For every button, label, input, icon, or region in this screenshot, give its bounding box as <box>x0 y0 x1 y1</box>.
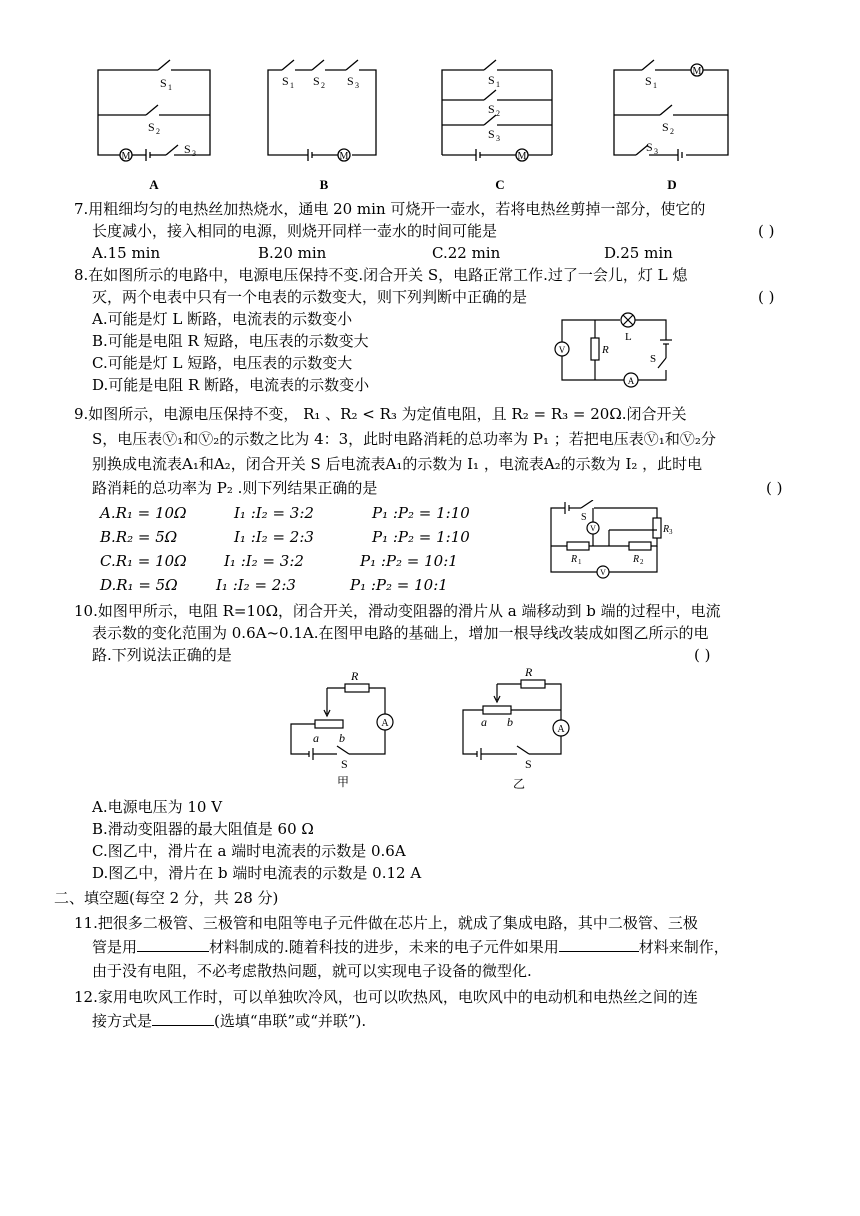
resistor1-sub: 1 <box>578 558 582 566</box>
figure-label-yi: 乙 <box>513 777 526 790</box>
ammeter-label-yi: A <box>557 724 565 735</box>
q10-circuit-figure <box>285 664 595 790</box>
q9-option-b-p: P₁ :P₂ = 1:10 <box>372 528 470 546</box>
slider-end-b-yi: b <box>507 715 513 729</box>
q10-option-a: A.电源电压为 10 V <box>92 798 223 816</box>
voltmeter-label: V <box>558 345 566 355</box>
switch-label-yi: S <box>525 757 532 771</box>
resistor2-sub: 2 <box>640 558 644 566</box>
q8-option-d: D.可能是电阻 R 断路，电流表的示数变小 <box>92 376 370 394</box>
q8-circuit-figure <box>548 312 678 388</box>
ammeter-label-jia: A <box>381 718 389 729</box>
switch-label: S <box>160 76 167 90</box>
switch-sub: 1 <box>290 81 294 90</box>
switch-label: S <box>646 140 653 154</box>
q12-line2-part2: (选填“串联”或“并联”). <box>214 1012 367 1030</box>
switch-label: S <box>347 74 354 88</box>
q8-option-a: A.可能是灯 L 断路，电流表的示数变小 <box>92 310 353 328</box>
switch-sub: 1 <box>168 83 172 92</box>
q11-line2-part2: 材料制成的.随着科技的进步，未来的电子元件如果用 <box>209 938 559 956</box>
resistor3-sub: 3 <box>669 528 673 536</box>
q12-line1: 12.家用电吹风工作时，可以单独吹冷风，也可以吹热风，电吹风中的电动机和电热丝之间的连 <box>74 988 698 1006</box>
switch-label: S <box>581 512 587 523</box>
switch-label: S <box>313 74 320 88</box>
q7-option-b: B.20 min <box>258 244 327 262</box>
q8-stem-line2: 灭，两个电表中只有一个电表的示数变大，则下列判断中正确的是 <box>92 288 528 306</box>
circuit-a <box>98 60 210 161</box>
switch-sub: 2 <box>321 81 325 90</box>
q10-option-b: B.滑动变阻器的最大阻值是 60 Ω <box>92 820 314 838</box>
circuit-d <box>614 60 728 161</box>
switch-label: S <box>488 102 495 116</box>
q10-stem-line3: 路.下列说法正确的是 <box>92 646 232 664</box>
q9-option-c-r: C.R₁ = 10Ω <box>100 552 187 570</box>
option-label-d: D <box>667 177 677 192</box>
q9-option-b-i: I₁ :I₂ = 2:3 <box>234 528 314 546</box>
switch-label: S <box>488 127 495 141</box>
q7-answer-paren: ( ) <box>758 222 775 240</box>
switch-label: S <box>650 353 657 365</box>
switch-label-jia: S <box>341 757 348 771</box>
q9-option-c-p: P₁ :P₂ = 10:1 <box>360 552 458 570</box>
switch-sub: 2 <box>496 109 500 118</box>
q12-line2-part1: 接方式是 <box>92 1012 153 1030</box>
resistor-label-jia: R <box>351 669 359 683</box>
motor-label-b: M <box>339 151 349 162</box>
resistor-label: R <box>602 344 609 356</box>
switch-label: S <box>184 142 191 156</box>
q9-option-a-i: I₁ :I₂ = 3:2 <box>234 504 314 522</box>
q7-option-d: D.25 min <box>604 244 673 262</box>
q9-option-c-i: I₁ :I₂ = 3:2 <box>224 552 304 570</box>
figure-label-jia: 甲 <box>337 775 350 789</box>
q11-line2-part3: 材料来制作， <box>638 938 729 956</box>
slider-end-a-jia: a <box>313 731 319 745</box>
q12-blank-1[interactable] <box>152 1011 214 1026</box>
switch-sub: 1 <box>653 81 657 90</box>
q7-option-c: C.22 min <box>432 244 501 262</box>
q8-answer-paren: ( ) <box>758 288 775 306</box>
lamp-label: L <box>625 331 632 343</box>
q11-line2 <box>92 936 729 958</box>
q11-line2-part1: 管是用 <box>92 938 138 956</box>
switch-sub: 3 <box>496 134 500 143</box>
q10-stem-line2: 表示数的变化范围为 0.6A~0.1A.在图甲电路的基础上，增加一根导线改装成如图乙所示的电 <box>92 624 709 642</box>
q8-stem-line1: 8.在如图所示的电路中，电源电压保持不变.闭合开关 S，电路正常工作.过了一会儿，灯 L 熄 <box>74 266 688 284</box>
motor-label-a: M <box>121 151 131 162</box>
q7-stem-line1: 7.用粗细均匀的电热丝加热烧水，通电 20 min 可烧开一壶水，若将电热丝剪掉一部分，使它的 <box>74 200 706 218</box>
q9-answer-paren: ( ) <box>766 479 783 497</box>
motor-label-c: M <box>517 151 527 162</box>
q8-option-b: B.可能是电阻 R 短路，电压表的示数变大 <box>92 332 369 350</box>
q10-option-c: C.图乙中，滑片在 a 端时电流表的示数是 0.6A <box>92 842 406 860</box>
resistor3-label: R <box>663 524 670 535</box>
q11-blank-2[interactable] <box>559 937 639 952</box>
q9-stem-line2: S，电压表Ⓥ₁和Ⓥ₂的示数之比为 4：3，此时电路消耗的总功率为 P₁ ；若把电压表Ⓥ₁和Ⓥ₂分 <box>92 430 716 448</box>
q11-blank-1[interactable] <box>137 937 209 952</box>
slider-end-b-jia: b <box>339 731 345 745</box>
switch-label: S <box>645 74 652 88</box>
motor-label-d: M <box>692 66 702 77</box>
switch-sub: 3 <box>355 81 359 90</box>
option-label-a: A <box>149 177 159 192</box>
q10-stem-line1: 10.如图甲所示，电阻 R=10Ω，闭合开关，滑动变阻器的滑片从 a 端移动到 b 端的过程中，电流 <box>74 602 721 620</box>
switch-sub: 1 <box>496 80 500 89</box>
resistor2-label: R <box>633 554 640 565</box>
q9-stem-line3: 别换成电流表A₁和A₂，闭合开关 S 后电流表A₁的示数为 I₁ ，电流表A₂的示数为 I₂ ，此时电 <box>92 455 703 473</box>
q9-option-d-r: D.R₁ = 5Ω <box>100 576 178 594</box>
switch-sub: 3 <box>192 149 196 158</box>
resistor-label-yi: R <box>525 665 533 679</box>
voltmeter2-label: V <box>600 568 606 577</box>
resistor1-label: R <box>571 554 578 565</box>
q9-option-a-p: P₁ :P₂ = 1:10 <box>372 504 470 522</box>
switch-label: S <box>282 74 289 88</box>
switch-label: S <box>662 120 669 134</box>
q11-line3: 由于没有电阻，不必考虑散热问题，就可以实现电子设备的微型化. <box>92 962 532 980</box>
option-label-c: C <box>495 177 505 192</box>
section2-heading: 二、填空题(每空 2 分，共 28 分) <box>54 889 279 907</box>
q9-stem-line4: 路消耗的总功率为 P₂ .则下列结果正确的是 <box>92 479 378 497</box>
q9-circuit-figure <box>545 500 675 588</box>
q9-option-d-p: P₁ :P₂ = 10:1 <box>350 576 448 594</box>
q10-option-d: D.图乙中，滑片在 b 端时电流表的示数是 0.12 A <box>92 864 422 882</box>
q10-answer-paren: ( ) <box>694 646 711 664</box>
slider-end-a-yi: a <box>481 715 487 729</box>
q9-option-b-r: B.R₂ = 5Ω <box>100 528 178 546</box>
option-label-b: B <box>319 177 329 192</box>
q12-line2 <box>92 1010 366 1032</box>
q7-option-a: A.15 min <box>92 244 161 262</box>
q9-option-a-r: A.R₁ = 10Ω <box>100 504 187 522</box>
switch-label: S <box>148 120 155 134</box>
circuit-options-figure <box>80 55 760 195</box>
q11-line1: 11.把很多二极管、三极管和电阻等电子元件做在芯片上，就成了集成电路，其中二极管、三极 <box>74 914 698 932</box>
q8-option-c: C.可能是灯 L 短路，电压表的示数变大 <box>92 354 353 372</box>
q9-stem-line1: 9.如图所示，电源电压保持不变， R₁ 、R₂ < R₃ 为定值电阻，且 R₂ = R₃ = 20Ω.闭合开关 <box>74 405 687 423</box>
switch-sub: 2 <box>156 127 160 136</box>
q7-stem-line2: 长度减小，接入相同的电源，则烧开同样一壶水的时间可能是 <box>92 222 498 240</box>
q9-option-d-i: I₁ :I₂ = 2:3 <box>216 576 296 594</box>
switch-sub: 2 <box>670 127 674 136</box>
switch-sub: 3 <box>654 147 658 156</box>
voltmeter1-label: V <box>590 524 596 533</box>
switch-label: S <box>488 73 495 87</box>
ammeter-label: A <box>627 376 635 386</box>
